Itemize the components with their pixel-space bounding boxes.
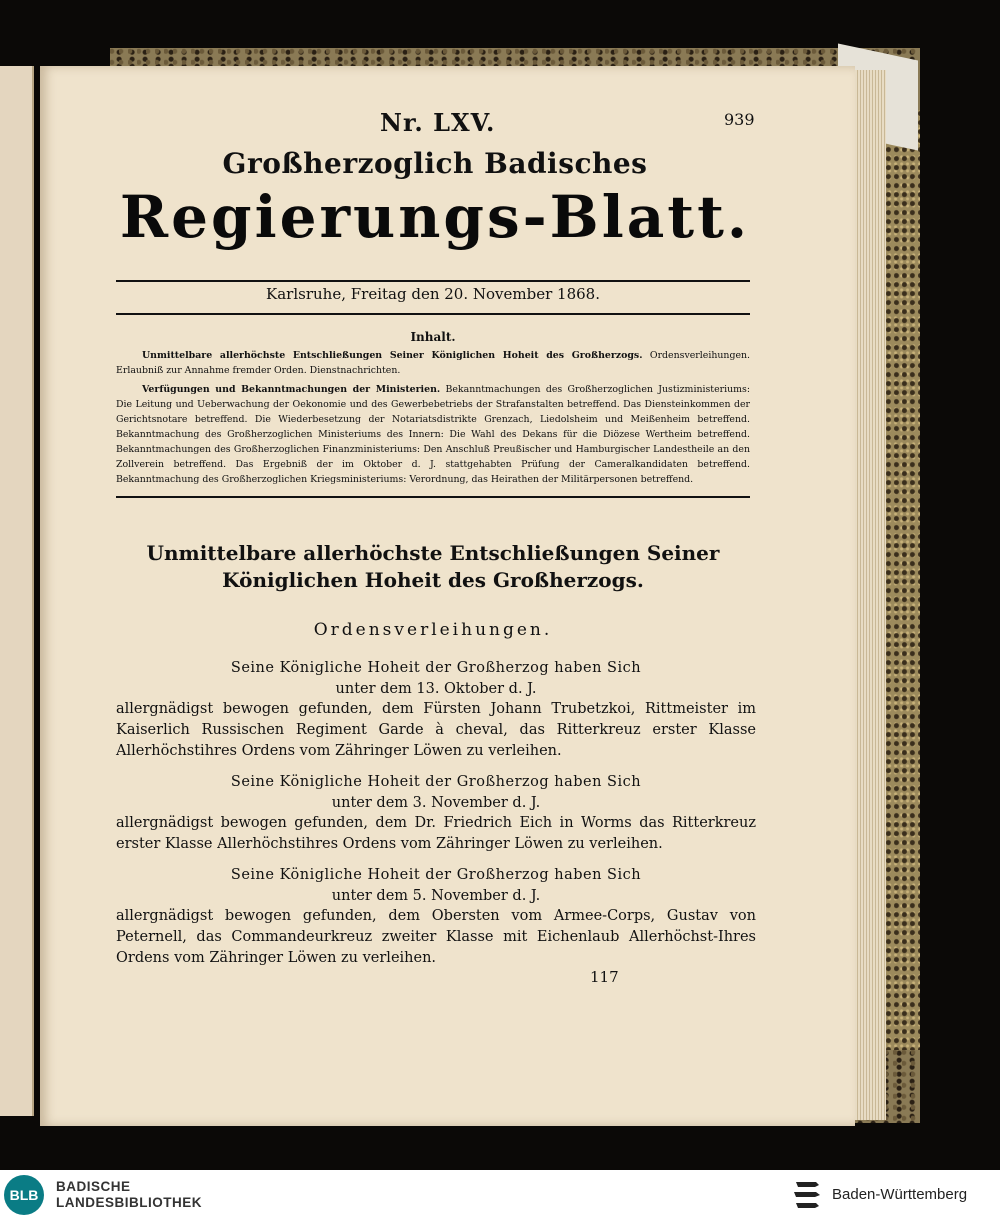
divider [116,313,750,315]
divider [116,280,750,282]
decree-entry [116,657,756,762]
state-name: Baden-Württemberg [832,1186,968,1203]
entry-body: allergnädigst bewogen gefunden, dem Fürsten Johann Trubetzkoi, Rittmeister im Kaiserlich Russischen Regiment Garde à cheval, das Ritterkreuz erster Klasse Allerhöchstihres Ordens vom Zähringer Löwen zu verleihen. [116,701,756,759]
library-name [56,1179,202,1211]
divider [116,496,750,498]
decree-entry [116,771,756,855]
signature-number: 117 [590,968,619,986]
contents-paragraph [116,348,750,378]
contents-paragraph [116,382,750,487]
contents-heading: Inhalt. [410,330,456,344]
library-name-line1: BADISCHE [56,1179,131,1194]
contents-text: Bekanntmachungen des Großherzoglichen Justizministeriums: Die Leitung und Ueberwachung der Oekonomie und des Gewerbebetriebs der Strafanstalten betreffend. Das Diensteinkommen der Gerichtsnotare betreffend. Die Wiederbesetzung der Notariatsdistrikte Grenzach, Liedolsheim und Meißenheim betreffend. Bekanntmachung des Großherzoglichen Ministeriums des Innern: Die Wahl des Dekans für die Diözese Wertheim betreffend. Bekanntmachungen des Großherzoglichen Finanzministeriums: Den Anschluß Preußischer und Hamburgischer Landestheile an den Zollverein betreffend. Das Ergebniß der im Oktober d. J. stattgehabten Prüfung der Cameralkandidaten betreffend. Bekanntmachung des Großherzoglichen Kriegsministeriums: Verordnung, das Heirathen der Militärpersonen betreffend. [116,384,750,485]
entry-date: unter dem 3. November d. J. [331,795,541,811]
entry-date: unter dem 13. Oktober d. J. [335,681,537,697]
contents-text: Ordensverleihungen. Erlaubniß zur Annahme fremder Orden. Dienstnachrichten. [116,350,751,376]
dateline: Karlsruhe, Freitag den 20. November 1868. [266,285,600,303]
issue-number: Nr. LXV. [380,108,496,137]
section-subtitle: Ordensverleihungen. [313,620,553,640]
footer-bar [0,1170,1000,1220]
decree-entry [116,864,756,969]
library-name-line2: LANDESBIBLIOTHEK [56,1195,202,1210]
contents-block [116,348,750,491]
entry-body: allergnädigst bewogen gefunden, dem Obersten vom Armee-Corps, Gustav von Peternell, das Commandeurkreuz zweiter Klasse mit Eichenlaub Allerhöchst-Ihres Ordens vom Zähringer Löwen zu verleihen. [116,908,756,966]
section-title: Unmittelbare allerhöchste Entschließungen Seiner Königlichen Hoheit des Großherzogs. [146,541,720,592]
entry-intro: Seine Königliche Hoheit der Großherzog haben Sich [230,867,642,883]
entry-intro: Seine Königliche Hoheit der Großherzog haben Sich [230,774,642,790]
entry-date: unter dem 5. November d. J. [331,888,541,904]
contents-bold: Unmittelbare allerhöchste Entschließungen Seiner Königlichen Hoheit des Großherzogs. [142,350,643,361]
entry-body: allergnädigst bewogen gefunden, dem Dr. Friedrich Eich in Worms das Ritterkreuz erster Klasse Allerhöchstihres Ordens vom Zähringer Löwen zu verleihen. [116,815,756,852]
lion-crest-icon [790,1176,826,1214]
book-cover-edge [886,110,920,1050]
blb-logo[interactable]: BLB [4,1175,44,1215]
contents-bold: Verfügungen und Bekanntmachungen der Ministerien. [142,384,441,395]
masthead-subtitle: Großherzoglich Badisches [222,147,648,180]
masthead-title: Regierungs-Blatt. [119,183,751,251]
entry-intro: Seine Königliche Hoheit der Großherzog haben Sich [230,660,642,676]
page-number: 939 [724,110,755,129]
